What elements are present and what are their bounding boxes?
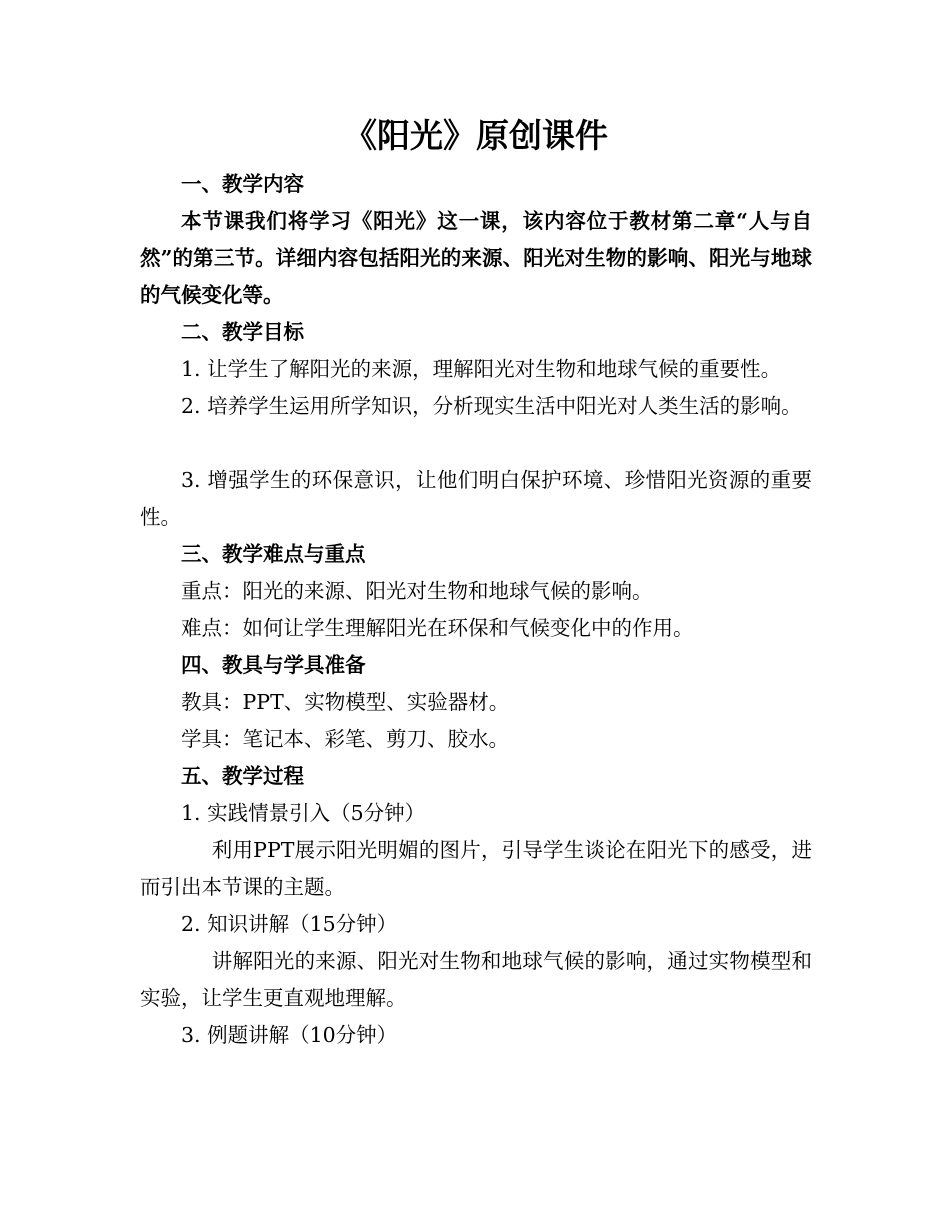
process-step-2-text: 讲解阳光的来源、阳光对生物和地球气候的影响，通过实物模型和实验，让学生更直观地理解。: [140, 949, 812, 1010]
process-step-1-title: 1. 实践情景引入（5分钟）: [181, 801, 426, 825]
section-heading-key-points: 三、教学难点与重点: [181, 542, 366, 566]
process-step-2-title: 2. 知识讲解（15分钟）: [181, 912, 398, 936]
objective-item-1: 1. 让学生了解阳光的来源，理解阳光对生物和地球气候的重要性。: [181, 357, 782, 381]
section-heading-content: 一、教学内容: [181, 172, 304, 196]
section-heading-tools: 四、教具与学具准备: [181, 653, 366, 677]
teacher-tools-text: 教具：PPT、实物模型、实验器材。: [181, 690, 510, 714]
objective-item-3: 3. 增强学生的环保意识，让他们明白保护环境、珍惜阳光资源的重要性。: [140, 468, 812, 529]
objective-item-2: 2. 培养学生运用所学知识，分析现实生活中阳光对人类生活的影响。: [181, 394, 802, 418]
section-content-paragraph: 本节课我们将学习《阳光》这一课，该内容位于教材第二章“人与自然”的第三节。详细内容包括阳光的来源、阳光对生物的影响、阳光与地球的气候变化等。: [140, 209, 812, 307]
process-step-1-text: 利用PPT展示阳光明媚的图片，引导学生谈论在阳光下的感受，进而引出本节课的主题。: [140, 838, 812, 899]
document-title: 《阳光》原创课件: [344, 116, 608, 155]
difficult-point-text: 难点：如何让学生理解阳光在环保和气候变化中的作用。: [181, 616, 694, 640]
student-tools-text: 学具：笔记本、彩笔、剪刀、胶水。: [181, 727, 509, 751]
section-heading-process: 五、教学过程: [181, 764, 304, 788]
process-step-3-title: 3. 例题讲解（10分钟）: [181, 1023, 398, 1047]
key-point-text: 重点：阳光的来源、阳光对生物和地球气候的影响。: [181, 579, 653, 603]
section-heading-objectives: 二、教学目标: [181, 320, 304, 344]
